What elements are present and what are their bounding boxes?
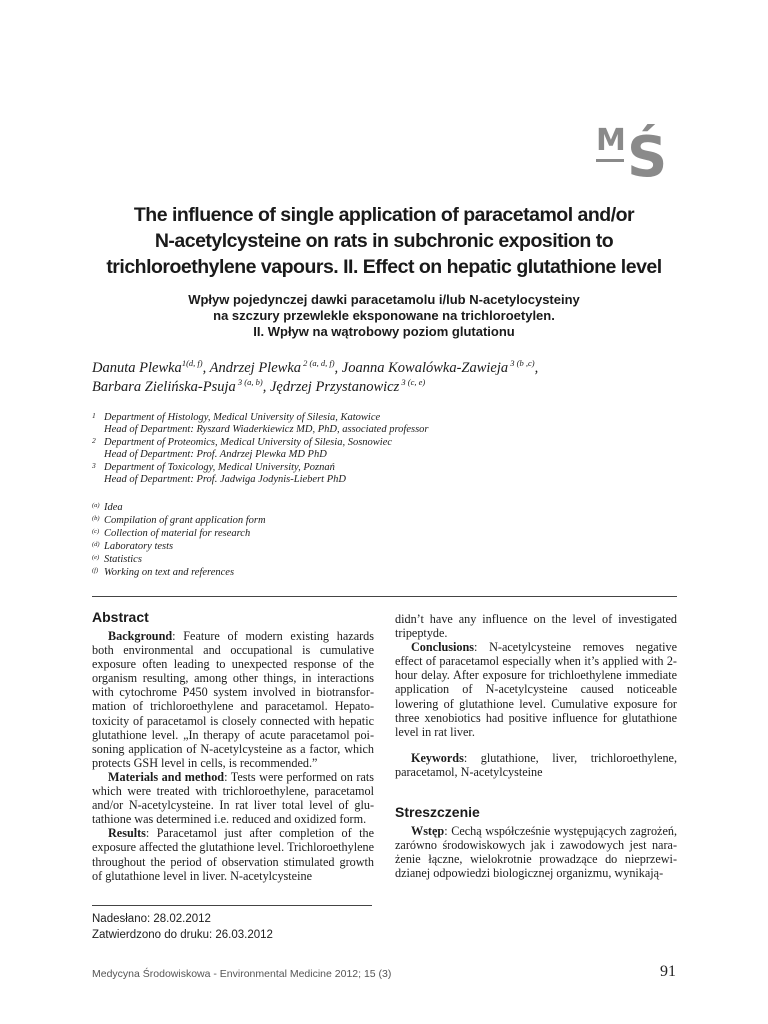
affiliation-head: Head of Department: Prof. Andrzej Plewka MD PhD: [104, 449, 327, 461]
author-line: [92, 359, 682, 378]
author-name: Jędrzej Przystanowicz: [269, 379, 400, 395]
contribution-item: [92, 553, 492, 566]
author-contributions: [92, 501, 492, 580]
author-name: Andrzej Plewka: [209, 360, 302, 376]
methods-label: Materials and method: [108, 769, 225, 784]
contribution-code: (b): [92, 515, 100, 523]
streszczenie-heading: Streszczenie: [395, 804, 480, 821]
affiliation-entry: [92, 462, 692, 487]
author-affiliation-mark: 1(d, f): [181, 358, 203, 368]
abstract-results: [92, 826, 374, 882]
author-separator: ,: [534, 360, 539, 376]
affiliation-entry: [92, 412, 692, 437]
background-label: Background: [108, 629, 173, 643]
contribution-code: (d): [92, 541, 100, 549]
author-separator: ,: [334, 360, 342, 376]
conclusions-label: Conclusions: [411, 640, 474, 655]
affiliation-department: Department of Toxicology, Medical University, Poznań: [104, 461, 335, 473]
contribution-text: Laboratory tests: [104, 541, 174, 553]
results-continuation: didn’t have any influence on the level of investigated tripeptyde.: [395, 612, 677, 641]
background-text: : Feature of modern existing hazards both environmental and occupational is cumulative exposure often leading to unexpected response of the organism resulting, among other things, in interactions with cytochrome P450 system involved in biotransformation of trichloroethylene and paracetamol. Hepatotoxicity of paracetamol is closely connected with hepatic glutathione level. „In therapy of acute paracetamol poisoning application of N-acetylcysteine as a factor, which protects GSH level in cells, is recommended.”: [92, 629, 374, 770]
right-column: [395, 612, 677, 880]
abstract-background: [92, 629, 374, 770]
author-affiliation-mark: 3 (c, e): [399, 377, 426, 387]
contribution-text: Idea: [104, 502, 123, 513]
conclusions-text: : N-acetylcysteine removes negative effect of paracetamol especially when it’s applied with 2-hour delay. After exposure for trichloethylene immediate application of N-acetylcysteine caused noticeable lowering of glutathione level. Cumulative exposure for three xenobiotics had positive influence for glutathione level in rat liver.: [395, 640, 677, 739]
received-date: Nadesłano: 28.02.2012: [92, 913, 211, 925]
author-list: [92, 359, 682, 397]
logo-letter-m: M: [596, 123, 626, 158]
author-affiliation-mark: 3 (b ,c): [508, 358, 535, 368]
author-name: Danuta Plewka: [92, 360, 182, 376]
section-divider: [92, 596, 677, 597]
accepted-date: Zatwierdzono do druku: 26.03.2012: [92, 928, 273, 941]
article-title: [100, 202, 668, 280]
results-label: Results: [108, 826, 146, 841]
contribution-code: (a): [92, 502, 100, 509]
abstract-conclusions: [395, 640, 677, 739]
title-line: The influence of single application of paracetamol and/or: [133, 204, 635, 226]
contribution-item: [92, 527, 492, 540]
affiliation-number: 3: [92, 460, 96, 470]
keywords-text: : glutathione, liver, trichloroethylene, paracetamol, N-acetylcysteine: [395, 750, 677, 779]
title-line: trichloroethylene vapours. II. Effect on hepatic glutathione level: [106, 256, 662, 278]
journal-logo: [596, 123, 676, 190]
contribution-item: [92, 501, 492, 514]
contribution-code: (f): [92, 567, 99, 575]
author-separator: ,: [202, 360, 210, 376]
article-subtitle: [120, 292, 648, 340]
abstract-methods: [92, 770, 374, 826]
affiliation-department: Department of Proteomics, Medical University of Silesia, Sosnowiec: [104, 436, 393, 448]
contribution-code: (e): [92, 554, 100, 562]
author-name: Joanna Kowalówka-Zawieja: [341, 360, 509, 376]
subtitle-line: II. Wpływ na wątrobowy poziom glutationu: [253, 324, 515, 339]
contribution-item: [92, 566, 492, 579]
contribution-text: Compilation of grant application form: [104, 515, 266, 527]
submission-dates: [92, 912, 273, 943]
abstract-column: [92, 608, 374, 883]
contribution-code: (c): [92, 528, 100, 536]
methods-text: : Tests were performed on rats which were treated with trichloroethylene, paracetamol and/or N-acetylcysteine. In rat liver total level of glutathione was determined i.e. reduced and oxidized form.: [92, 769, 374, 827]
journal-citation: Medycyna Środowiskowa - Environmental Medicine 2012; 15 (3): [92, 968, 392, 980]
page-number: 91: [660, 963, 676, 980]
logo-letter-s: Ś: [627, 125, 668, 190]
author-separator: ,: [262, 379, 270, 395]
subtitle-line: Wpływ pojedynczej dawki paracetamolu i/lub N-acetylocysteiny: [188, 292, 580, 307]
affiliation-number: 1: [92, 411, 96, 420]
title-line: N-acetylcysteine on rats in subchronic exposition to: [154, 230, 614, 252]
contribution-text: Collection of material for research: [104, 528, 251, 540]
contribution-item: [92, 540, 492, 553]
footnote-divider: [92, 905, 372, 906]
wstep-text: : Cechą współcześnie występujących zagrożeń, zarówno środowiskowych jak i zawodowych jest narażenie łączne, wielokrotnie prowadzące do nieprzewidzianej odpowiedzi biologicznej organizmu, wynikają-: [395, 824, 677, 881]
author-affiliation-mark: 2 (a, d, f): [301, 358, 335, 368]
affiliation-head: Head of Department: Prof. Jadwiga Jodynis-Liebert PhD: [104, 474, 346, 486]
streszczenie-wstep: [395, 824, 677, 880]
affiliation-entry: [92, 437, 692, 462]
affiliations: [92, 412, 692, 486]
author-line: [92, 378, 682, 397]
author-name: Barbara Zielińska-Psuja: [92, 379, 236, 395]
abstract-heading: Abstract: [92, 609, 149, 625]
author-affiliation-mark: 3 (a, b): [235, 377, 263, 387]
keywords-label: Keywords: [411, 750, 464, 765]
affiliation-number: 2: [92, 435, 96, 445]
contribution-text: Statistics: [104, 554, 142, 566]
abstract-keywords: [395, 751, 677, 779]
subtitle-line: na szczury przewlekle eksponowane na trichloroetylen.: [213, 308, 555, 323]
affiliation-head: Head of Department: Ryszard Wiaderkiewicz MD, PhD, associated professor: [104, 424, 429, 436]
affiliation-department: Department of Histology, Medical University of Silesia, Katowice: [104, 412, 381, 423]
results-text: : Paracetamol just after completion of the exposure affected the glutathione level. Trichloroethylene throughout the period of observation stimulated growth of glutathione level in liver. N-acetylcysteine: [92, 826, 374, 883]
contribution-text: Working on text and references: [104, 567, 235, 579]
contribution-item: [92, 514, 492, 527]
wstep-label: Wstęp: [411, 824, 445, 839]
